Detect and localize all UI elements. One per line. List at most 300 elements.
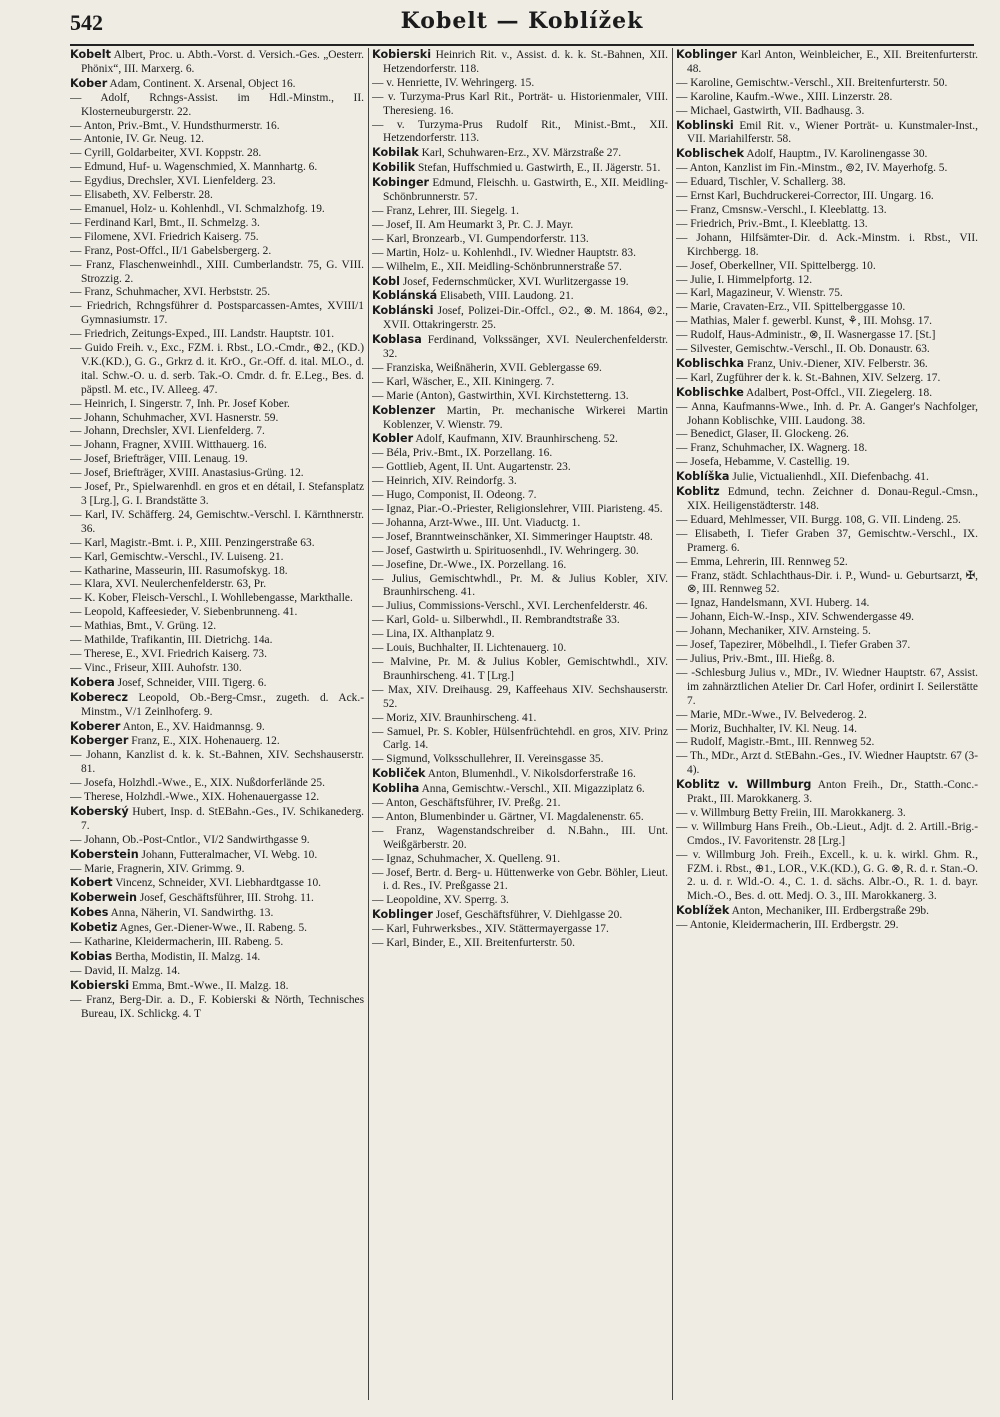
entry-text: — Sigmund, Volksschullehrer, II. Vereinsgasse 35. [372,753,604,766]
entry-surname: Koblasa [372,333,422,347]
entry-text: — Josef, Gastwirth u. Spirituosenhdl., IV. Wehringerg. 30. [372,544,639,557]
directory-entry [70,578,364,592]
entry-text: — Filomene, XVI. Friedrich Kaiserg. 75. [70,230,259,243]
entry-text: — Guido Freih. v., Exc., FZM. i. Rbst., LO.-Cmdr., ⊕2., (KD.) V.K.(KD.), G. G., Grkrz d. it. KrO., Gr.-Off. d. ital. MLO., d. ital. Schw.-O. u. d. serb. Tak.-O. Cmdr. d. fr. E.Leg., Bes. d. päpstl. M. etc., IV. Alleeg. 47. [70,342,364,396]
directory-entry [70,805,364,834]
entry-text: — Franz, Schuhmacher, IX. Wagnerg. 18. [676,442,868,455]
entry-text: — Emma, Lehrerin, III. Rennweg 52. [676,555,848,568]
entry-text: — Franz, Lehrer, III. Siegelg. 1. [372,204,519,217]
entry-text: — Julie, I. Himmelpfortg. 12. [676,273,813,286]
entry-text: Emil Rit. v., Wiener Porträt- u. Kunstmaler-Inst., VII. Mariahilferstr. 58. [687,119,978,146]
entry-text: — Ernst Karl, Buchdruckerei-Corrector, III. Ungarg. 16. [676,190,934,203]
entry-text: Adolf, Hauptm., IV. Karolinengasse 30. [744,148,928,161]
directory-entry [676,611,978,625]
entry-surname: Koberger [70,734,129,748]
entry-text: Adam, Continent. X. Arsenal, Object 16. [107,77,296,90]
entry-text: — Elisabeth, I. Tiefer Graben 37, Gemischtw.-Verschl., IX. Pramerg. 6. [676,527,978,554]
entry-surname: Koblinger [372,908,433,922]
entry-text: — Anton, Priv.-Bmt., V. Hundsthurmerstr. 16. [70,119,280,132]
entry-text: Anton, Mechaniker, III. Erdbergstraße 29b. [729,905,929,918]
column-divider [672,48,673,1400]
entry-text: — Karl, Magazineur, V. Wienstr. 75. [676,287,843,300]
directory-entry [676,357,978,372]
entry-surname: Koblenzer [372,403,436,417]
entry-text: — Hugo, Componist, II. Odeong. 7. [372,489,537,502]
entry-text: — Elisabeth, XV. Felberstr. 28. [70,189,213,202]
entry-surname: Koberecz [70,690,129,704]
directory-entry [70,662,364,676]
entry-text: Hubert, Insp. d. StEBahn.-Ges., IV. Schikanederg. 7. [81,805,364,832]
directory-entry [676,119,978,148]
entry-text: — Therese, E., XVI. Friedrich Kaiserg. 73. [70,647,267,660]
directory-entry [70,876,364,891]
directory-entry [676,807,978,821]
entry-surname: Kobert [70,876,113,890]
directory-entry [70,734,364,749]
directory-entry [676,639,978,653]
directory-entry [70,565,364,579]
directory-entry [372,767,668,782]
entry-text: — Julius, Priv.-Bmt., III. Hießg. 8. [676,652,835,665]
entry-text: Albert, Proc. u. Abth.-Vorst. d. Versich.-Ges. „Oesterr. Phönix“, III. Marxerg. 6. [81,49,364,75]
entry-surname: Kobilik [372,161,416,175]
directory-entry [676,570,978,598]
directory-entry [372,642,668,656]
entry-text: Martin, Pr. mechanische Wirkerei Martin Koblenzer, V. Wienstr. 79. [383,404,668,431]
directory-entry [676,428,978,442]
entry-text: — v. Turzyma-Prus Karl Rit., Porträt- u. Historienmaler, VIII. Theresieng. 16. [372,90,668,117]
directory-entry [372,628,668,642]
directory-entry [70,161,364,175]
entry-text: — Johann, Schuhmacher, XVI. Hasnerstr. 59. [70,411,279,424]
directory-entry [676,329,978,343]
entry-text: — Michael, Gastwirth, VII. Badhausg. 3. [676,104,865,117]
directory-entry [676,625,978,639]
entry-text: — Josef, II. Am Heumarkt 3, Pr. C. J. Mayr. [372,218,574,231]
entry-text: — Josef, Bertr. d. Berg- u. Hüttenwerke von Gebr. Böhler, Lieut. i. d. Res., IV. Preßgasse 21. [372,866,668,893]
entry-surname: Kobilak [372,146,419,160]
entry-text: Vincenz, Schneider, XVI. Liebhardtgasse 10. [112,877,321,890]
column-divider [368,48,369,1400]
entry-text: — Karl, Bronzearb., VI. Gumpendorferstr. 113. [372,232,589,245]
directory-entry [372,726,668,754]
directory-entry [372,161,668,176]
entry-text: — Marie, Cravaten-Erz., VII. Spittelberggasse 10. [676,301,906,314]
directory-entry [676,470,978,485]
entry-text: — Karl, Wäscher, E., XII. Kiningerg. 7. [372,375,555,388]
directory-entry [372,390,668,404]
directory-entry [676,904,978,919]
directory-entry [372,447,668,461]
entry-text: — Egydius, Drechsler, XVI. Lienfelderg. 23. [70,175,276,188]
directory-entry [372,489,668,503]
directory-entry [70,834,364,848]
directory-entry [372,517,668,531]
directory-entry [372,289,668,304]
entry-text: Franz, E., XIX. Hohenauerg. 12. [128,735,280,748]
directory-entry [372,782,668,797]
entry-text: Leopold, Ob.-Berg-Cmsr., zugeth. d. Ack.-Minstm., V/1 Zeinlhoferg. 9. [81,691,364,718]
entry-text: — Ignaz, Schuhmacher, X. Quelleng. 91. [372,852,561,865]
entry-text: Edmund, Fleischh. u. Gastwirth, E., XII. Meidling-Schönbrunnerstr. 57. [383,177,668,204]
entry-text: — Louis, Buchhalter, II. Lichtenauerg. 10. [372,642,567,655]
entry-text: — Silvester, Gemischtw.-Verschl., II. Ob. Donaustr. 63. [676,343,930,356]
entry-text: — Franz, Cmsnsw.-Verschl., I. Kleeblattg. 13. [676,203,887,216]
directory-entry [372,825,668,853]
entry-surname: Kobl [372,274,401,288]
entry-text: — Therese, Holzhdl.-Wwe., XIX. Hohenauergasse 12. [70,791,320,804]
entry-text: — v. Willmburg Joh. Freih., Excell., k. u. k. wirkl. Ghm. R., FZM. i. Rbst., ⊕1., LOR., V.K.(KD.), G. G. ⊗, R. d. r. Stan.-O. 2. u. d. r. Wld.-O. 4., C. 1. d. sächs. Albr.-O., R. 1. d. bayr. Mich.-O., Bes. d. ott. Medj. O. 3., III. Marokkanerg. 3. [676,848,978,903]
directory-entry [676,556,978,570]
directory-entry [372,600,668,614]
entry-text: Anton Freih., Dr., Statth.-Conc.-Prakt., III. Marokkanerg. 3. [687,779,978,806]
entry-surname: Koberwein [70,891,137,905]
entry-text: — Eduard, Mehlmesser, VII. Burgg. 108, G. VII. Lindeng. 25. [676,513,961,526]
entry-text: — Mathilde, Trafikantin, III. Dietrichg. 14a. [70,634,273,647]
entry-text: — Th., MDr., Arzt d. StEBahn.-Ges., IV. Wiedner Hauptstr. 67 (3-4). [676,750,978,777]
entry-surname: Koblischke [676,385,744,399]
directory-entry [70,648,364,662]
directory-entry [70,412,364,426]
directory-entry [70,398,364,412]
directory-entry [70,453,364,467]
entry-text: — Klara, XVI. Neulerchenfelderstr. 63, Pr. [70,578,267,591]
directory-entry [676,442,978,456]
entry-text: — Samuel, Pr. S. Kobler, Hülsenfrüchtehdl. en gros, XIV. Prinz Carlg. 14. [372,725,668,752]
directory-entry [372,219,668,233]
directory-entry [372,205,668,219]
entry-surname: Koberský [70,804,129,818]
entry-surname: Koblinger [676,48,737,61]
entry-text: — Franziska, Weißnäherin, XVII. Geblergasse 69. [372,361,602,374]
directory-entry [676,736,978,750]
directory-entry [676,849,978,905]
directory-entry [70,906,364,921]
entry-text: — Moriz, Buchhalter, IV. Kl. Neug. 14. [676,722,857,735]
directory-entry [372,461,668,475]
entry-surname: Kobias [70,950,113,963]
entry-text: — Josef, Tapezirer, Möbelhdl., I. Tiefer Graben 37. [676,639,911,652]
directory-columns [70,48,978,1400]
entry-text: — Franz, Schuhmacher, XVI. Herbststr. 25. [70,286,271,299]
directory-entry [372,77,668,91]
directory-entry [676,750,978,778]
entry-surname: Koberer [70,719,121,733]
entry-text: — Karl, Zugführer der k. k. St.-Bahnen, XIV. Selzerg. 17. [676,371,941,384]
directory-entry [676,162,978,176]
entry-text: — Johann, Eich-W.-Insp., XIV. Schwendergasse 49. [676,611,915,624]
entry-surname: Koblížek [676,904,730,918]
directory-entry [676,105,978,119]
entry-text: Ferdinand, Volkssänger, XVI. Neulerchenfelderstr. 32. [383,334,668,361]
directory-entry [372,559,668,573]
entry-text: — Johann, Ob.-Post-Cntlor., VI/2 Sandwirthgasse 9. [70,833,310,846]
entry-text: — Friedrich, Rchngsführer d. Postsparcassen-Amtes, XVIII/1 Gymnasiumstr. 17. [70,300,364,327]
directory-entry [70,592,364,606]
entry-text: — Heinrich, I. Singerstr. 7, Inh. Pr. Josef Kober. [70,397,290,410]
entry-text: — Franz, Wagenstandschreiber d. N.Bahn., III. Unt. Weißgärberstr. 20. [372,824,668,851]
directory-entry [70,965,364,979]
entry-text: — Martin, Holz- u. Kohlenhdl., IV. Wiedner Hauptstr. 83. [372,246,636,259]
entry-text: Bertha, Modistin, II. Malzg. 14. [112,951,261,963]
directory-entry [676,274,978,288]
directory-entry [70,950,364,965]
directory-entry [70,481,364,509]
entry-text: — Franz, Berg-Dir. a. D., F. Kobierski & Nörth, Technisches Bureau, IX. Schlickg. 4. T [70,993,364,1020]
directory-entry [676,528,978,556]
entry-text: Karl, Schuhwaren-Erz., XV. Märzstraße 27. [418,147,622,160]
directory-entry [70,147,364,161]
directory-entry [70,175,364,189]
directory-entry [676,597,978,611]
directory-entry [70,676,364,691]
entry-surname: Koblánski [372,304,434,318]
directory-entry [676,190,978,204]
entry-text: Adolf, Kaufmann, XIV. Braunhirscheng. 52. [413,433,618,446]
directory-entry [676,218,978,232]
directory-entry [676,232,978,260]
entry-text: — Friedrich, Priv.-Bmt., I. Kleeblattg. 13. [676,217,868,230]
entry-text: — Josef, Briefträger, VIII. Lenaug. 19. [70,453,248,466]
directory-entry [676,821,978,849]
directory-entry [70,634,364,648]
directory-entry [70,749,364,777]
entry-text: — Karoline, Kaufm.-Wwe., XIII. Linzerstr. 28. [676,90,893,103]
directory-entry [372,894,668,908]
entry-text: — Marie, MDr.-Wwe., IV. Belvederog. 2. [676,708,867,721]
directory-entry [676,709,978,723]
directory-entry [372,867,668,895]
directory-entry [70,342,364,398]
directory-entry [676,287,978,301]
entry-text: — Johann, Hilfsämter-Dir. d. Ack.-Minstm. i. Rbst., VII. Kirchbergg. 18. [676,231,978,258]
entry-text: — Karl, Gemischtw.-Verschl., IV. Luiseng. 21. [70,550,284,563]
entry-text: — v. Willmburg Hans Freih., Ob.-Lieut., Adjt. d. 2. Artill.-Brig.-Cmdos., IV. Favoritenstr. 28 [Lrg.] [676,820,978,847]
directory-entry [372,797,668,811]
entry-surname: Kobler [372,432,414,446]
directory-entry [372,48,668,77]
directory-entry [70,92,364,120]
entry-surname: Koblánská [372,289,438,303]
directory-entry [70,120,364,134]
entry-text: — Wilhelm, E., XII. Meidling-Schönbrunnerstraße 57. [372,260,622,273]
entry-text: Josef, Polizei-Dir.-Offcl., ⊙2., ⊗. M. 1864, ⊚2., XVII. Ottakringerstr. 25. [383,305,668,332]
entry-surname: Kobinger [372,176,430,190]
directory-entry [676,315,978,329]
entry-text: — Heinrich, XIV. Reindorfg. 3. [372,475,517,488]
header-rule [70,44,974,46]
entry-text: Agnes, Ger.-Diener-Wwe., II. Rabeng. 5. [117,922,308,935]
entry-text: — Friedrich, Zeitungs-Exped., III. Landstr. Hauptstr. 101. [70,328,335,341]
entry-text: Franz, Univ.-Diener, XIV. Felberstr. 36. [744,357,928,370]
directory-entry [70,133,364,147]
entry-text: — Karl, Binder, E., XII. Breitenfurterstr. 50. [372,937,575,950]
entry-text: — Johann, Fragner, XVIII. Witthauerg. 16. [70,439,267,452]
directory-entry [70,425,364,439]
directory-entry [70,691,364,720]
directory-entry [676,176,978,190]
entry-text: Josef, Federnschmücker, XVI. Wurlitzergasse 19. [400,275,629,288]
entry-text: — Anton, Kanzlist im Fin.-Minstm., ⊚2, IV. Mayerhofg. 5. [676,162,948,175]
entry-text: — Anna, Kaufmanns-Wwe., Inh. d. Pr. A. Ganger's Nachfolger, Johann Koblischke, VIII. Laudong. 38. [676,400,978,427]
entry-text: — Vinc., Friseur, XIII. Auhofstr. 130. [70,661,242,674]
directory-entry [372,573,668,601]
entry-text: — Franz, Post-Offcl., II/1 Gabelsbergerg. 2. [70,244,272,257]
directory-entry [372,753,668,767]
directory-entry [372,908,668,923]
directory-entry [372,91,668,119]
entry-text: Stefan, Huffschmied u. Gastwirth, E., II. Jägerstr. 51. [415,162,661,175]
entry-text: — Marie (Anton), Gastwirthin, XVI. Kirchstetterng. 13. [372,389,629,402]
directory-entry [70,891,364,906]
directory-entry [676,48,978,77]
entry-text: — Cyrill, Goldarbeiter, XVI. Koppstr. 28. [70,147,262,160]
entry-text: — Emanuel, Holz- u. Kohlenhdl., VI. Schmalzhofg. 19. [70,202,325,215]
directory-entry [372,404,668,433]
directory-entry [70,217,364,231]
directory-entry [70,48,364,77]
directory-entry [372,247,668,261]
directory-entry [70,328,364,342]
entry-surname: Kobliček [372,767,426,781]
entry-text: — Rudolf, Haus-Administr., ⊗, II. Wasnergasse 17. [St.] [676,329,936,342]
directory-entry [372,937,668,951]
directory-entry [372,119,668,147]
entry-text: — Anton, Blumenbinder u. Gärtner, VI. Magdalenenstr. 65. [372,810,644,823]
directory-entry [70,245,364,259]
entry-text: — Edmund, Huf- u. Wagenschmied, X. Mannhartg. 6. [70,161,318,174]
directory-entry [70,467,364,481]
entry-surname: Koblíška [676,470,730,484]
entry-text: — Franz, städt. Schlachthaus-Dir. i. P., Wund- u. Geburtsarzt, ✠, ⊗, III. Rennweg 52. [676,569,978,596]
directory-entry [676,204,978,218]
entry-text: — Karoline, Gemischtw.-Verschl., XII. Breitenfurterstr. 50. [676,76,948,89]
entry-text: Julie, Victualienhdl., XII. Diefenbachg. 41. [729,471,929,484]
entry-text: — Max, XIV. Dreihausg. 29, Kaffeehaus XIV. Sechshauserstr. 52. [372,683,668,710]
directory-entry [372,261,668,275]
directory-entry [70,551,364,565]
directory-entry [676,456,978,470]
directory-entry [70,231,364,245]
directory-entry [70,537,364,551]
entry-text: — Ignaz, Handelsmann, XVI. Huberg. 14. [676,597,870,610]
directory-entry [372,362,668,376]
directory-entry [70,921,364,936]
directory-entry [676,401,978,429]
entry-surname: Kobes [70,906,109,920]
entry-text: Karl Anton, Weinbleicher, E., XII. Breitenfurterstr. 48. [687,49,978,75]
entry-text: — Johann, Drechsler, XVI. Lienfelderg. 7. [70,425,265,438]
entry-text: — v. Henriette, IV. Wehringerg. 15. [372,76,535,89]
entry-text: — -Schlesburg Julius v., MDr., IV. Wiedner Hauptstr. 67, Assist. im zahnärztlichen Atelier Dr. Carl Hofer, ordinirt I. Seilerstätte 7. [676,666,978,707]
directory-entry [372,304,668,333]
directory-entry [372,545,668,559]
directory-entry [372,614,668,628]
directory-entry [372,376,668,390]
directory-entry [70,509,364,537]
directory-entry [676,343,978,357]
entry-text: — Johann, Mechaniker, XIV. Arnsteing. 5. [676,625,871,638]
entry-text: — Ferdinand Karl, Bmt., II. Schmelzg. 3. [70,216,260,229]
entry-surname: Kober [70,76,108,90]
entry-surname: Kobierski [372,48,432,61]
directory-entry [676,301,978,315]
page-header [70,6,974,40]
directory-entry [70,863,364,877]
entry-text: — Leopold, Kaffeesieder, V. Siebenbrunneng. 41. [70,606,298,619]
entry-text: — Ignaz, Piar.-O.-Priester, Religionslehrer, VIII. Piaristeng. 45. [372,503,663,515]
entry-text: Heinrich Rit. v., Assist. d. k. k. St.-Bahnen, XII. Hetzendorferstr. 118. [383,49,668,75]
directory-entry [70,791,364,805]
entry-text: Anna, Näherin, VI. Sandwirthg. 13. [108,907,274,920]
entry-text: — David, II. Malzg. 14. [70,964,181,977]
entry-text: — Marie, Fragnerin, XIV. Grimmg. 9. [70,862,245,875]
directory-entry [70,720,364,735]
directory-entry [372,475,668,489]
entry-text: — Josef, Oberkellner, VII. Spittelbergg. 10. [676,259,876,272]
entry-text: — Josefine, Dr.-Wwe., IX. Porzellang. 16. [372,558,567,571]
directory-entry [372,176,668,205]
column-1 [70,48,364,1400]
directory-entry [372,432,668,447]
directory-entry [70,77,364,92]
entry-text: — Gottlieb, Agent, II. Unt. Augartenstr. 23. [372,461,571,474]
entry-text: — Mathias, Bmt., V. Grüng. 12. [70,620,217,633]
entry-text: Anton, Blumenhdl., V. Nikolsdorferstraße 16. [425,768,636,781]
directory-entry [676,91,978,105]
entry-text: — Josef, Pr., Spielwarenhdl. en gros et en détail, I. Stefansplatz 3 [Lrg.], G. I. Brandstätte 3. [70,481,364,507]
entry-text: — Karl, Fuhrwerksbes., XIV. Stättermayergasse 17. [372,923,609,936]
directory-entry [676,77,978,91]
entry-text: — Josef, Branntweinschänker, XI. Simmeringer Hauptstr. 48. [372,530,653,543]
entry-surname: Koberstein [70,847,139,861]
column-3 [676,48,978,1400]
directory-entry [676,919,978,933]
directory-entry [676,147,978,162]
entry-text: — Lina, IX. Althanplatz 9. [372,628,495,641]
entry-surname: Kobliha [372,782,420,796]
entry-text: — Johanna, Arzt-Wwe., III. Unt. Viaductg. 1. [372,516,581,529]
directory-entry [372,146,668,161]
directory-entry [676,514,978,528]
directory-entry [676,723,978,737]
entry-text: — Julius, Gemischtwhdl., Pr. M. & Julius Kobler, XIV. Braunhirscheng. 41. [372,572,668,599]
directory-entry [70,936,364,950]
directory-entry [70,994,364,1022]
running-head: Kobelt — Koblížek [400,8,644,34]
entry-text: — Béla, Priv.-Bmt., IX. Porzellang. 16. [372,447,553,460]
entry-text: — v. Turzyma-Prus Rudolf Rit., Minist.-Bmt., XII. Hetzendorferstr. 113. [372,118,668,145]
directory-entry [70,203,364,217]
entry-text: — Adolf, Rchngs-Assist. im Hdl.-Minstm., II. Klosterneuburgerstr. 22. [70,91,364,118]
entry-text: Anton, E., XV. Haidmannsg. 9. [120,720,265,733]
entry-text: Josef, Geschäftsführer, V. Diehlgasse 20. [432,909,623,922]
entry-text: — Karl, Gold- u. Silberwhdl., II. Rembrandtstraße 33. [372,614,620,627]
page-number: 542 [70,10,103,35]
directory-entry [676,667,978,709]
directory-entry [70,189,364,203]
entry-text: — Julius, Commissions-Verschl., XVI. Lerchenfelderstr. 46. [372,600,648,613]
directory-entry [372,684,668,712]
entry-text: — Katharine, Masseurin, III. Rasumofskyg. 18. [70,564,288,577]
entry-text: — Antonie, IV. Gr. Neug. 12. [70,133,204,146]
directory-entry [70,606,364,620]
entry-surname: Koblinski [676,118,734,132]
directory-entry [70,300,364,328]
directory-entry [676,485,978,514]
directory-entry [372,275,668,290]
entry-surname: Koblitz v. Willmburg [676,778,812,792]
